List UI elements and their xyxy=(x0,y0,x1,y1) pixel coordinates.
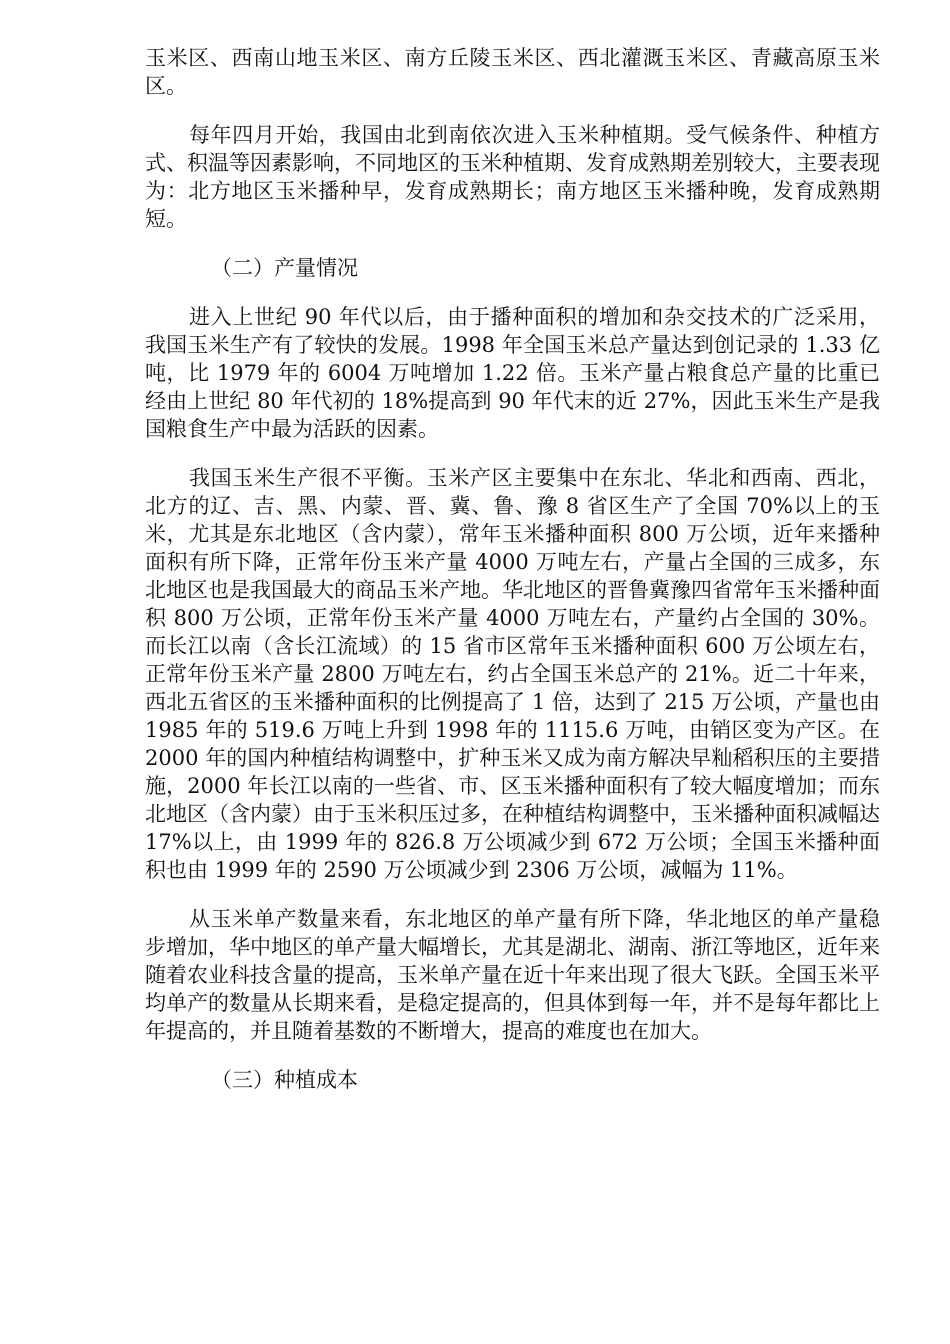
paragraph-production-growth: 进入上世纪 90 年代以后，由于播种面积的增加和杂交技术的广泛采用，我国玉米生产有了较快的发展。1998 年全国玉米总产量达到创记录的 1.33 亿吨，比 1979 年的 6004 万吨增加 1.22 倍。玉米产量占粮食总产量的比重已经由上世纪 80 年代初的 18%提高到 90 年代末的近 27%，因此玉米生产是我国粮食生产中最为活跃的因素。 xyxy=(145,305,880,441)
paragraph-unit-yield: 从玉米单产数量来看，东北地区的单产量有所下降，华北地区的单产量稳步增加，华中地区的单产量大幅增长，尤其是湖北、湖南、浙江等地区，近年来随着农业科技含量的提高，玉米单产量在近十年来出现了很大飞跃。全国玉米平均单产的数量从长期来看，是稳定提高的，但具体到每一年，并不是每年都比上年提高的，并且随着基数的不断增大，提高的难度也在加大。 xyxy=(145,907,880,1043)
paragraph-regional-imbalance: 我国玉米生产很不平衡。玉米产区主要集中在东北、华北和西南、西北，北方的辽、吉、黑、内蒙、晋、冀、鲁、豫 8 省区生产了全国 70%以上的玉米，尤其是东北地区（含内蒙），常年玉米播种面积 800 万公顷，近年来播种面积有所下降，正常年份玉米产量 4000 万吨左右，产量占全国的三成多，东北地区也是我国最大的商品玉米产地。华北地区的晋鲁冀豫四省常年玉米播种面积 800 万公顷，正常年份玉米产量 4000 万吨左右，产量约占全国的 30%。而长江以南（含长江流域）的 15 省市区常年玉米播种面积 600 万公顷左右，正常年份玉米产量 2800 万吨左右，约占全国玉米总产的 21%。近二十年来，西北五省区的玉米播种面积的比例提高了 1 倍，达到了 215 万公顷，产量也由 1985 年的 519.6 万吨上升到 1998 年的 1115.6 万吨，由销区变为产区。在 2000 年的国内种植结构调整中，扩种玉米又成为南方解决早籼稻积压的主要措施，2000 年长江以南的一些省、市、区玉米播种面积有了较大幅度增加；而东北地区（含内蒙）由于玉米积压过多，在种植结构调整中，玉米播种面积减幅达 17%以上，由 1999 年的 826.8 万公顷减少到 672 万公顷；全国玉米播种面积也由 1999 年的 2590 万公顷减少到 2306 万公顷，减幅为 11%。 xyxy=(145,466,880,882)
paragraph-planting-period: 每年四月开始，我国由北到南依次进入玉米种植期。受气候条件、种植方式、积温等因素影响，不同地区的玉米种植期、发育成熟期差别较大，主要表现为：北方地区玉米播种早，发育成熟期长；南方地区玉米播种晚，发育成熟期短。 xyxy=(145,123,880,231)
section-heading-production: （二）产量情况 xyxy=(211,256,358,280)
section-heading-planting-cost: （三）种植成本 xyxy=(211,1068,358,1092)
paragraph-corn-regions-continued: 玉米区、西南山地玉米区、南方丘陵玉米区、西北灌溉玉米区、青藏高原玉米区。 xyxy=(145,46,880,98)
